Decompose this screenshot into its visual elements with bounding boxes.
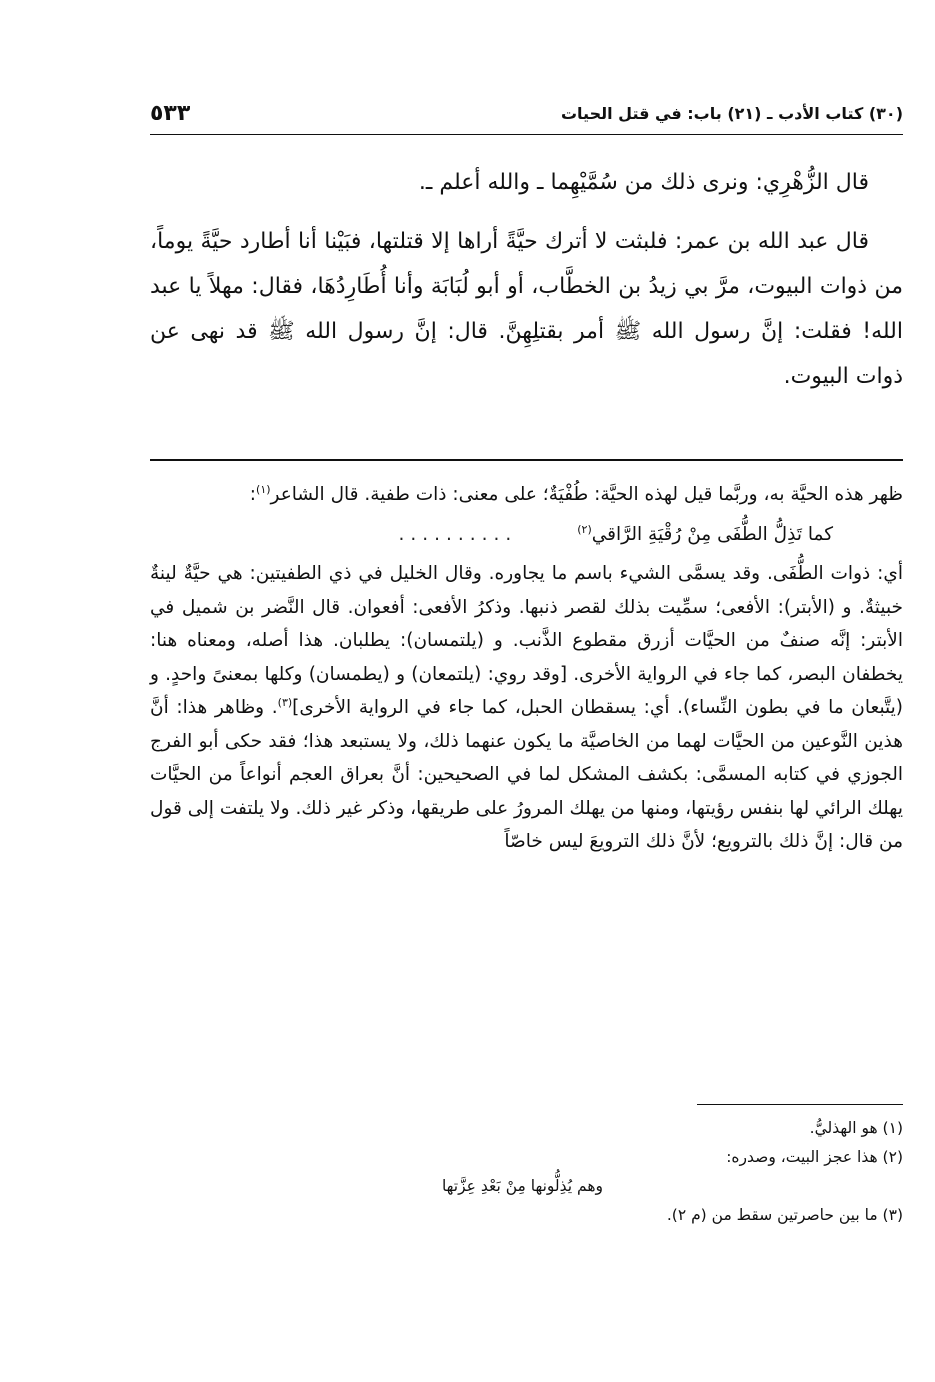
footnote-ref: (٢) — [577, 522, 592, 536]
header-rule — [150, 134, 903, 135]
footnotes — [150, 1114, 903, 1230]
main-paragraph: قال عبد الله بن عمر: فلبثت لا أترك حيَّةً أراها إلا قتلتها، فبَيْنا أنا أطارد حيَّةً يوماً، من ذوات البيوت، مرَّ بي زيدُ بن الخطَّاب، أو أبو لُبَابَة وأنا أُطَارِدُهَا، فقال: مهلاً يا عبد الله! فقلت: إنَّ رسول الله ﷺ أمر بقتلِهِنَّ. قال: إنَّ رسول الله ﷺ قد نهى عن ذوات البيوت. — [150, 229, 903, 389]
footnote-1: (١) هو الهذليُّ. — [809, 1119, 903, 1137]
footnote-ref: (١) — [256, 482, 271, 496]
footnote-3: (٣) ما بين حاصرتين سقط من (م ٢). — [666, 1206, 903, 1224]
verse-ellipsis: .......... — [398, 523, 518, 545]
commentary-body-text: أي: ذوات الطُّفَى. وقد يسمَّى الشيء باسم ما يجاوره. وقال الخليل في ذي الطفيتين: هي حيَّةٌ لينةٌ خبيثةٌ. و (الأبتر): الأفعى؛ سمِّيت بذلك لقصر ذنبها. وذكرُ الأفعى: أفعوان. قال النَّضر بن شميل في الأبتر: إنَّه صنفٌ من الحيَّات أزرق مقطوع الذَّنب. و (يلتمسان): يطلبان. هذا أصله، ومعناه هنا: يخطفان البصر، كما جاء في الرواية الأخرى. [وقد روي: (يلتمعان) و (يطمسان) وكلها بمعنىً واحدٍ. و (يتَّبعان ما في بطون النِّساء). أي: يسقطان الحبل، كما جاء في الرواية الأخرى] — [150, 563, 903, 718]
footnote-2: (٢) هذا عجز البيت، وصدره: — [726, 1148, 903, 1166]
footnote-ref: (٣) — [277, 695, 293, 709]
page-number: ٥٣٣ — [150, 100, 191, 126]
poetry-verse — [150, 518, 903, 552]
commentary-intro-end: : — [249, 484, 257, 505]
chapter-title: (٣٠) كتاب الأدب ـ (٢١) باب: في قتل الحيات — [560, 103, 903, 123]
commentary-text — [150, 478, 903, 859]
main-text — [150, 160, 903, 413]
main-paragraph: قال الزُّهْرِي: ونرى ذلك من سُمَّيْهِما ـ والله أعلم ـ. — [418, 170, 869, 195]
verse-hemistich — [577, 518, 833, 552]
verse-text: كما تَذِلُّ الطُّفَى مِنْ رُقْيَةِ الرَّاقي — [591, 523, 833, 545]
running-header — [150, 96, 903, 130]
footnote-2-verse: وهم يُذِلُّونها مِنْ بَعْدِ عِزَّتها — [441, 1177, 603, 1195]
commentary-intro-text: ظهر هذه الحيَّة به، وربَّما قيل لهذه الحيَّة: طُفْيَةٌ؛ على معنى: ذات طفية. قال الشاعر — [270, 484, 903, 505]
commentary-intro — [150, 478, 903, 512]
section-divider — [150, 459, 903, 461]
commentary-body-text-continued: . وظاهر هذا: أنَّ هذين النَّوعين من الحيَّات لهما من الخاصيَّة ما يكون عنهما ذلك، ولا يستبعد هذا؛ فقد حكى أبو الفرج الجوزي في كتابه المسمَّى: بكشف المشكل لما في الصحيحين: أنَّ بعراق العجم أنواعاً من الحيَّات يهلك الرائي لها بنفس رؤيتها، ومنها من يهلك المرورُ على طريقها، وذكر غير ذلك. ولا يلتفت إلى قول من قال: إنَّ ذلك بالترويع؛ لأنَّ ذلك الترويعَ ليس خاصّاً — [150, 697, 903, 852]
footnote-rule — [697, 1104, 903, 1105]
commentary-body — [150, 557, 903, 859]
